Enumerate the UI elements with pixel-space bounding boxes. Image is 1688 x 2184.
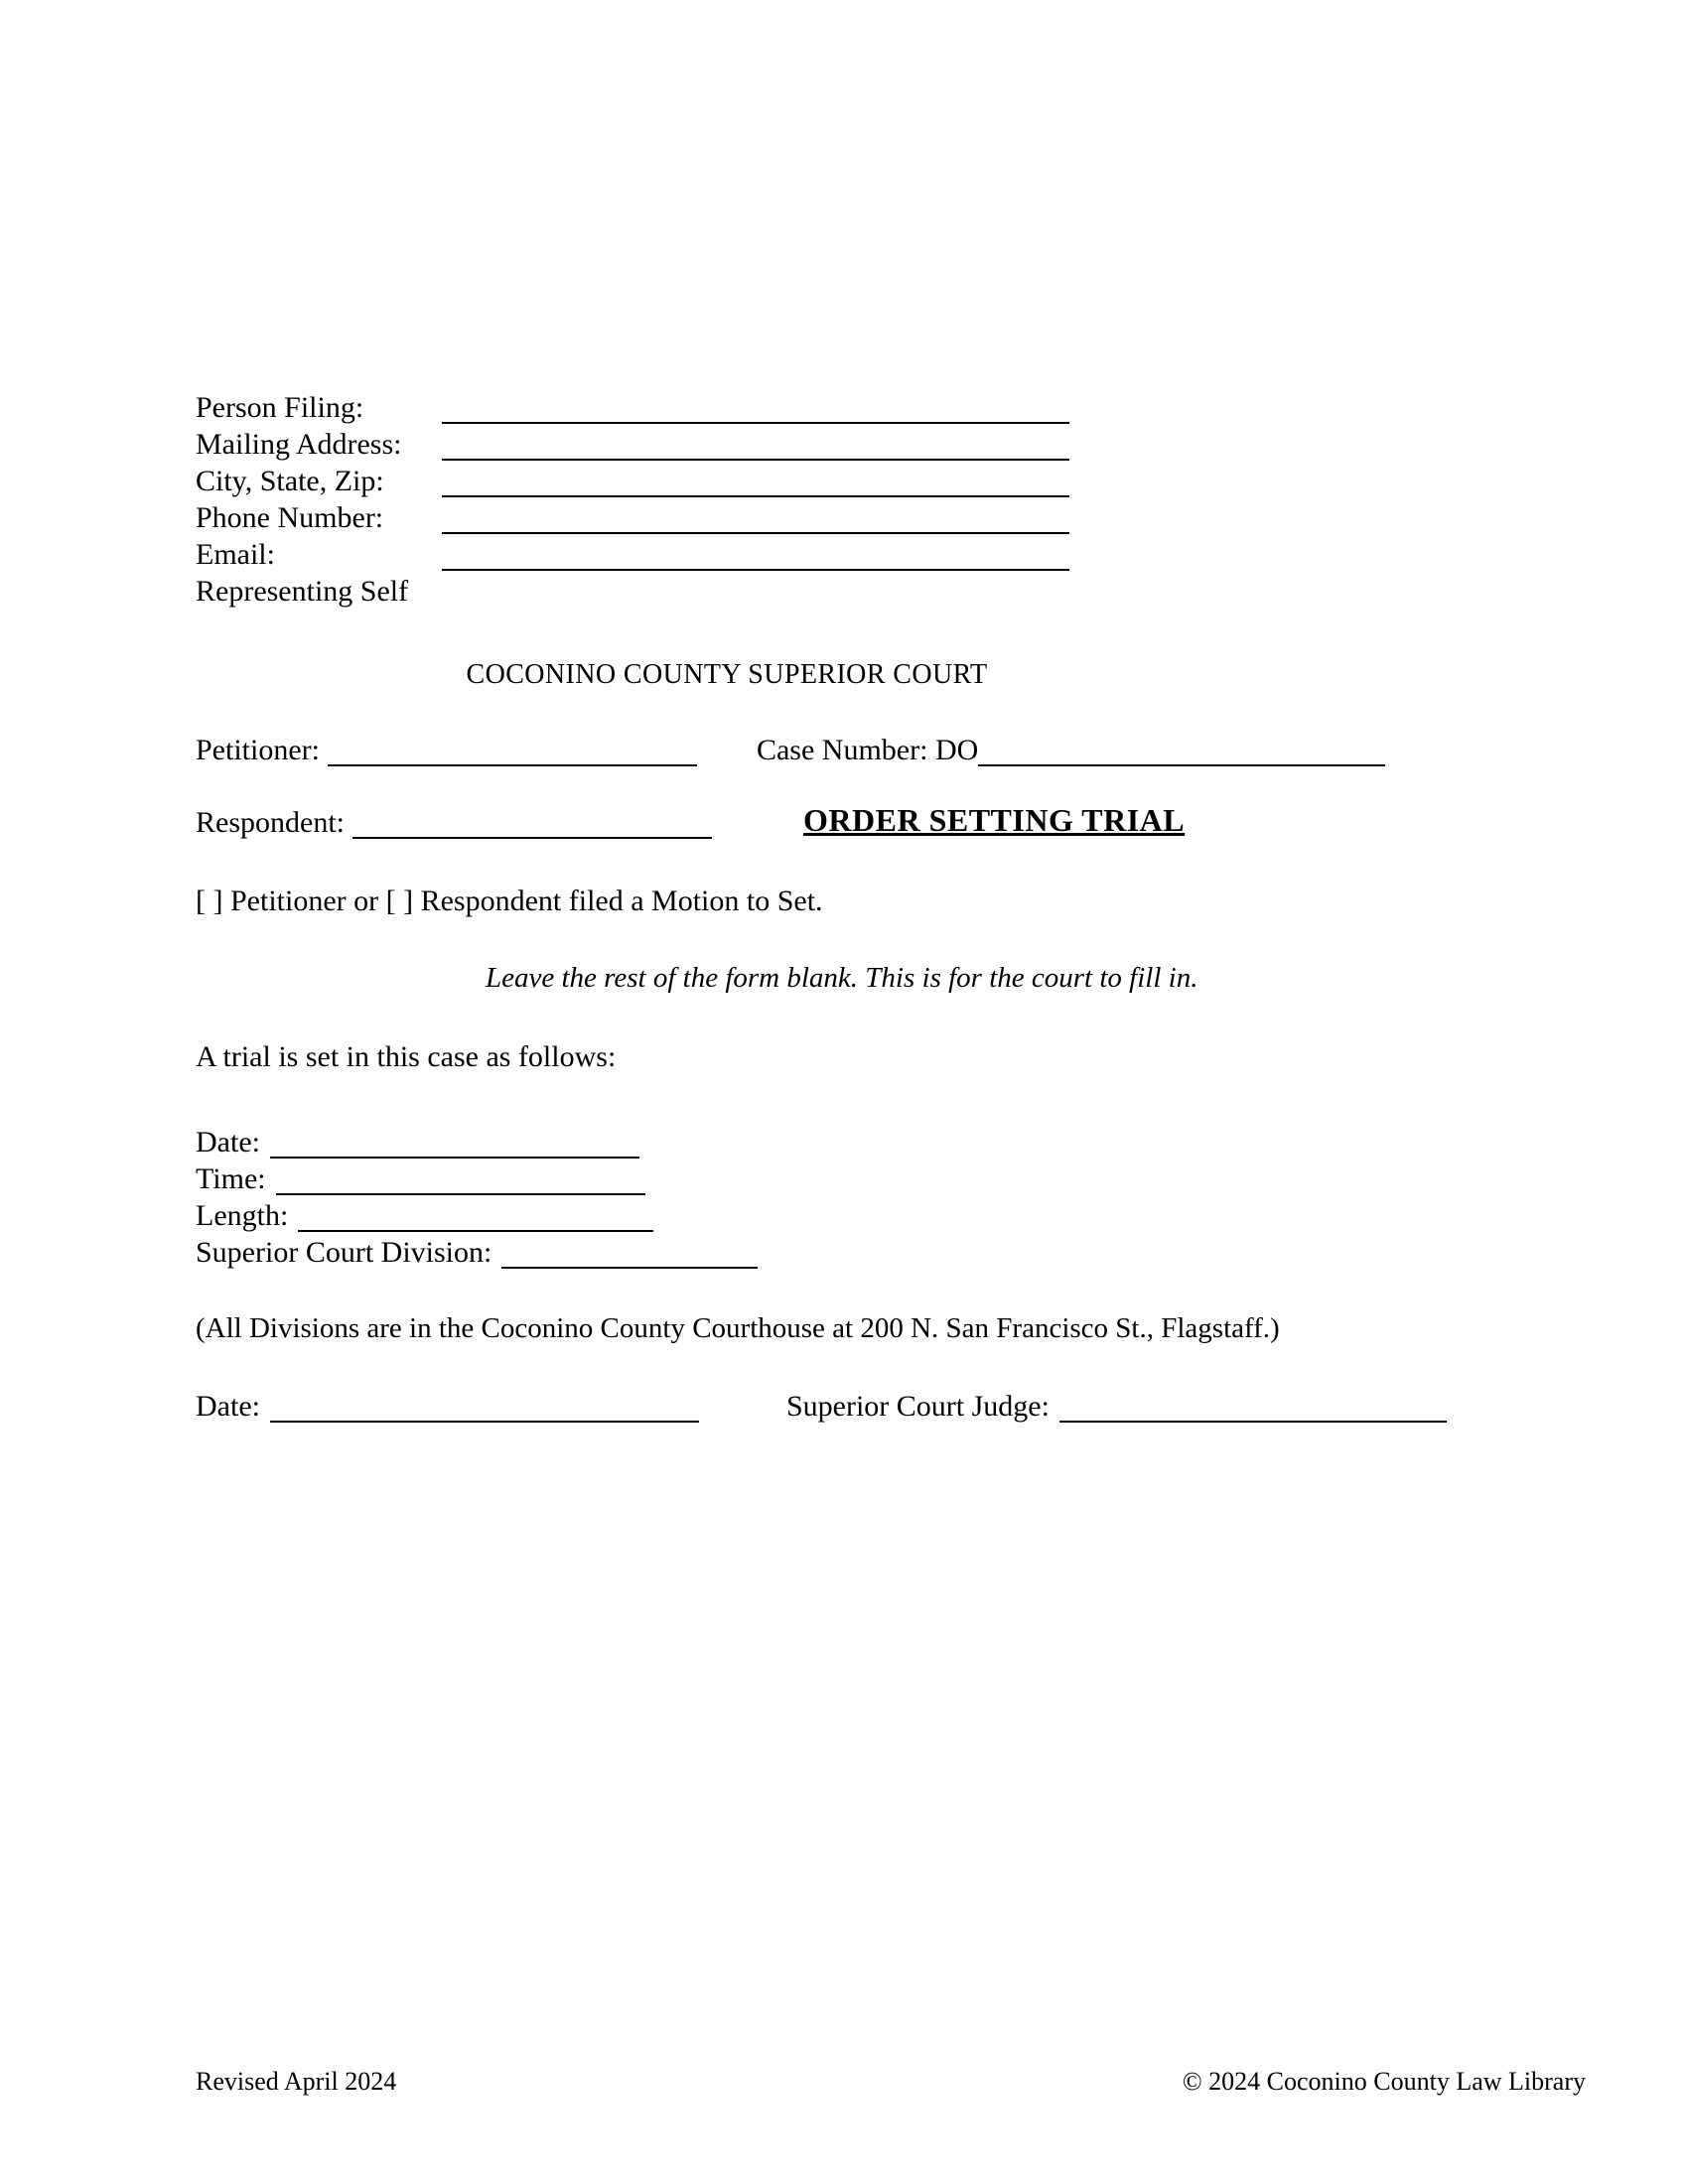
petitioner-case-row <box>196 735 1586 766</box>
representing-self-label: Representing Self <box>196 575 409 608</box>
page-footer <box>196 2067 1586 2097</box>
trial-date-input-line[interactable] <box>270 1131 639 1159</box>
case-number-group <box>757 735 1385 766</box>
mailing-address-input-line[interactable] <box>442 432 1069 461</box>
city-state-zip-input-line[interactable] <box>442 469 1069 497</box>
field-trial-length <box>196 1195 1586 1232</box>
trial-time-label: Time: <box>196 1162 266 1195</box>
person-filing-label: Person Filing: <box>196 391 364 424</box>
field-representing-self <box>196 571 1149 608</box>
superior-court-division-input-line[interactable] <box>501 1241 758 1269</box>
order-title: ORDER SETTING TRIAL <box>803 802 1186 838</box>
footer-copyright: © 2024 Coconino County Law Library <box>1182 2067 1586 2096</box>
respondent-input-line[interactable] <box>352 811 712 839</box>
court-fill-instruction: Leave the rest of the form blank. This is for the court to fill in. <box>486 962 1198 994</box>
field-trial-date <box>196 1122 1586 1159</box>
document-content <box>196 387 1586 1423</box>
case-number-label: Case Number: DO <box>756 734 979 766</box>
case-number-input-line[interactable] <box>978 739 1385 766</box>
field-trial-time <box>196 1159 1586 1195</box>
field-email <box>196 534 1149 571</box>
judge-signature-group <box>786 1391 1447 1423</box>
respondent-label: Respondent: <box>196 806 345 839</box>
judge-signature-line[interactable] <box>1059 1395 1447 1423</box>
person-filing-input-line[interactable] <box>442 395 1069 424</box>
motion-to-set-line[interactable]: [ ] Petitioner or [ ] Respondent filed a Motion to Set. <box>196 885 823 917</box>
signature-row <box>196 1391 1586 1423</box>
court-title: COCONINO COUNTY SUPERIOR COURT <box>466 659 988 690</box>
judge-label: Superior Court Judge: <box>785 1390 1050 1423</box>
email-label: Email: <box>196 538 275 571</box>
trial-length-input-line[interactable] <box>298 1204 653 1232</box>
email-input-line[interactable] <box>442 542 1069 571</box>
trial-time-input-line[interactable] <box>276 1167 645 1195</box>
signature-date-label: Date: <box>196 1390 260 1423</box>
field-phone-number <box>196 497 1149 534</box>
order-title-wrap <box>803 802 1185 839</box>
petitioner-label: Petitioner: <box>196 734 320 766</box>
filer-information-block <box>196 387 1149 608</box>
footer-revision-date: Revised April 2024 <box>196 2067 397 2096</box>
city-state-zip-label: City, State, Zip: <box>196 465 384 497</box>
divisions-note: (All Divisions are in the Coconino County Courthouse at 200 N. San Francisco St., Flagstaff.) <box>196 1312 1280 1344</box>
trial-set-intro: A trial is set in this case as follows: <box>196 1040 617 1073</box>
field-city-state-zip <box>196 461 1149 497</box>
field-superior-court-division <box>196 1232 1586 1269</box>
superior-court-division-label: Superior Court Division: <box>196 1236 492 1269</box>
respondent-order-row <box>196 802 1586 839</box>
trial-length-label: Length: <box>196 1199 289 1232</box>
mailing-address-label: Mailing Address: <box>196 428 402 461</box>
signature-date-input-line[interactable] <box>270 1395 699 1423</box>
trial-details-block <box>196 1122 1586 1269</box>
phone-number-label: Phone Number: <box>196 501 384 534</box>
field-mailing-address <box>196 424 1149 461</box>
petitioner-input-line[interactable] <box>328 739 697 766</box>
phone-number-input-line[interactable] <box>442 505 1069 534</box>
field-person-filing <box>196 387 1149 424</box>
trial-date-label: Date: <box>196 1126 260 1159</box>
